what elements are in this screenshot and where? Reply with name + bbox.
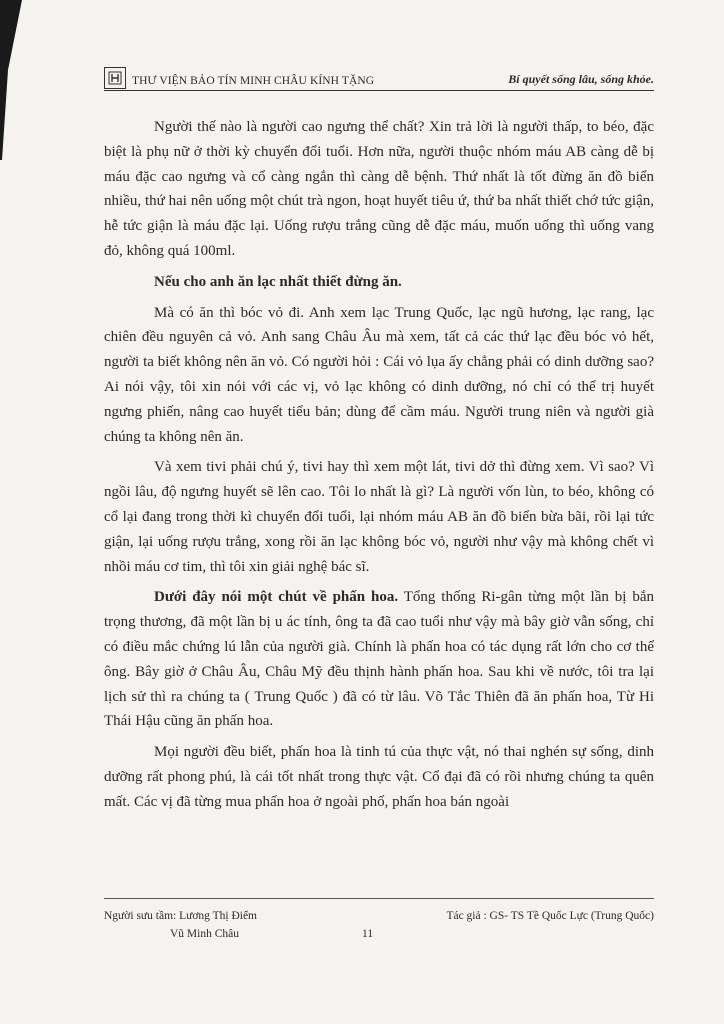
- header-divider: [104, 90, 654, 91]
- library-logo-icon: [104, 67, 126, 89]
- footer-collector-2: Vũ Minh Châu: [170, 928, 239, 940]
- footer-divider: [104, 898, 654, 899]
- header-book-title: Bí quyết sống lâu, sống khỏe.: [508, 72, 654, 86]
- page-body: [104, 115, 654, 821]
- paragraph-lead-heading: Dưới đây nói một chút về phấn hoa.: [154, 589, 399, 606]
- scan-edge-mark: [0, 0, 40, 160]
- section-heading: Nếu cho anh ăn lạc nhất thiết đừng ăn.: [154, 273, 402, 290]
- paragraph: Mà có ăn thì bóc vỏ đi. Anh xem lạc Trung Quốc, lạc ngũ hương, lạc rang, lạc chiên đều nguyên cả vỏ. Anh sang Châu Âu mà xem, tất cả các thứ lạc đều bóc vỏ hết, người ta biết không nên ăn vỏ. Có người hỏi : Cái vỏ lụa ấy chẳng phải có dinh dưỡng sao? Ai nói vậy, tôi xin nói với các vị, vỏ lạc không có dinh dưỡng, nó chỉ có thể trị huyết ngưng phiến, nâng cao huyết tiểu bản; dùng để cầm máu. Người trung niên và người già chúng ta không nên ăn.: [104, 304, 654, 445]
- page-number: 11: [362, 928, 374, 940]
- header-library-title: THƯ VIỆN BẢO TÍN MINH CHÂU KÍNH TẶNG: [132, 75, 375, 87]
- paragraph: [104, 585, 654, 734]
- paragraph-text: Tổng thống Ri-gân từng một lần bị bắn trọng thương, đã một lần bị u ác tính, ông ta đã cao tuổi như vậy mà bây giờ vẫn sống, chỉ có điều mắc chứng lú lẫn của người già. Chính là phấn hoa có tác dụng rất lớn cho cơ thể ông. Bây giờ ở Châu Âu, Châu Mỹ đều thịnh hành phấn hoa. Sau khi về nước, tôi tra lại lịch sử thì ra chúng ta ( Trung Quốc ) đã có từ lâu. Võ Tắc Thiên đã ăn phấn hoa, Từ Hi Thái Hậu cũng ăn phấn hoa.: [104, 589, 654, 730]
- paragraph: Mọi người đều biết, phấn hoa là tinh tú của thực vật, nó thai nghén sự sống, dinh dưỡng rất phong phú, là cái tốt nhất trong thực vật. Cổ đại đã có rồi nhưng chúng ta quên mất. Các vị đã từng mua phấn hoa ở ngoài phố, phấn hoa bán ngoài: [104, 744, 654, 810]
- page-header: [104, 63, 654, 89]
- paragraph: Người thế nào là người cao ngưng thể chất? Xin trả lời là người thấp, to béo, đặc biệt là phụ nữ ở thời kỳ chuyển đổi tuổi. Hơn nữa, người thuộc nhóm máu AB càng dễ bị máu đặc cao ngưng và cổ càng ngắn thì càng dễ bệnh. Thứ nhất là tốt đừng ăn đồ biển nhiều, thứ hai nên uống một chút trà ngon, hoạt huyết tiêu ứ, thứ ba nhất thiết chớ tức giận, hễ tức giận là máu đặc lại. Uống rượu trắng cũng dễ đặc máu, muốn uống thì uống vang đỏ, không quá 100ml.: [104, 119, 654, 259]
- footer-author: Tác giả : GS- TS Tề Quốc Lực (Trung Quốc): [446, 910, 654, 922]
- paragraph: Và xem tivi phải chú ý, tivi hay thì xem một lát, tivi dở thì đừng xem. Vì sao? Vì ngồi lâu, độ ngưng huyết sẽ lên cao. Tôi lo nhất là gì? Là người vốn lùn, to béo, không có cổ lại đang trong thời kì chuyển đổi tuổi, lại nhóm máu AB ăn đồ biển bừa bãi, rồi lại tức giận, lại uống rượu trắng, xong rồi ăn lạc không bóc vỏ, người như vậy mà không chết vì nhồi máu cơ tim, thì tôi xin giải nghệ bác sĩ.: [104, 459, 654, 575]
- footer-collector-1: Người sưu tầm: Lương Thị Điểm: [104, 910, 257, 922]
